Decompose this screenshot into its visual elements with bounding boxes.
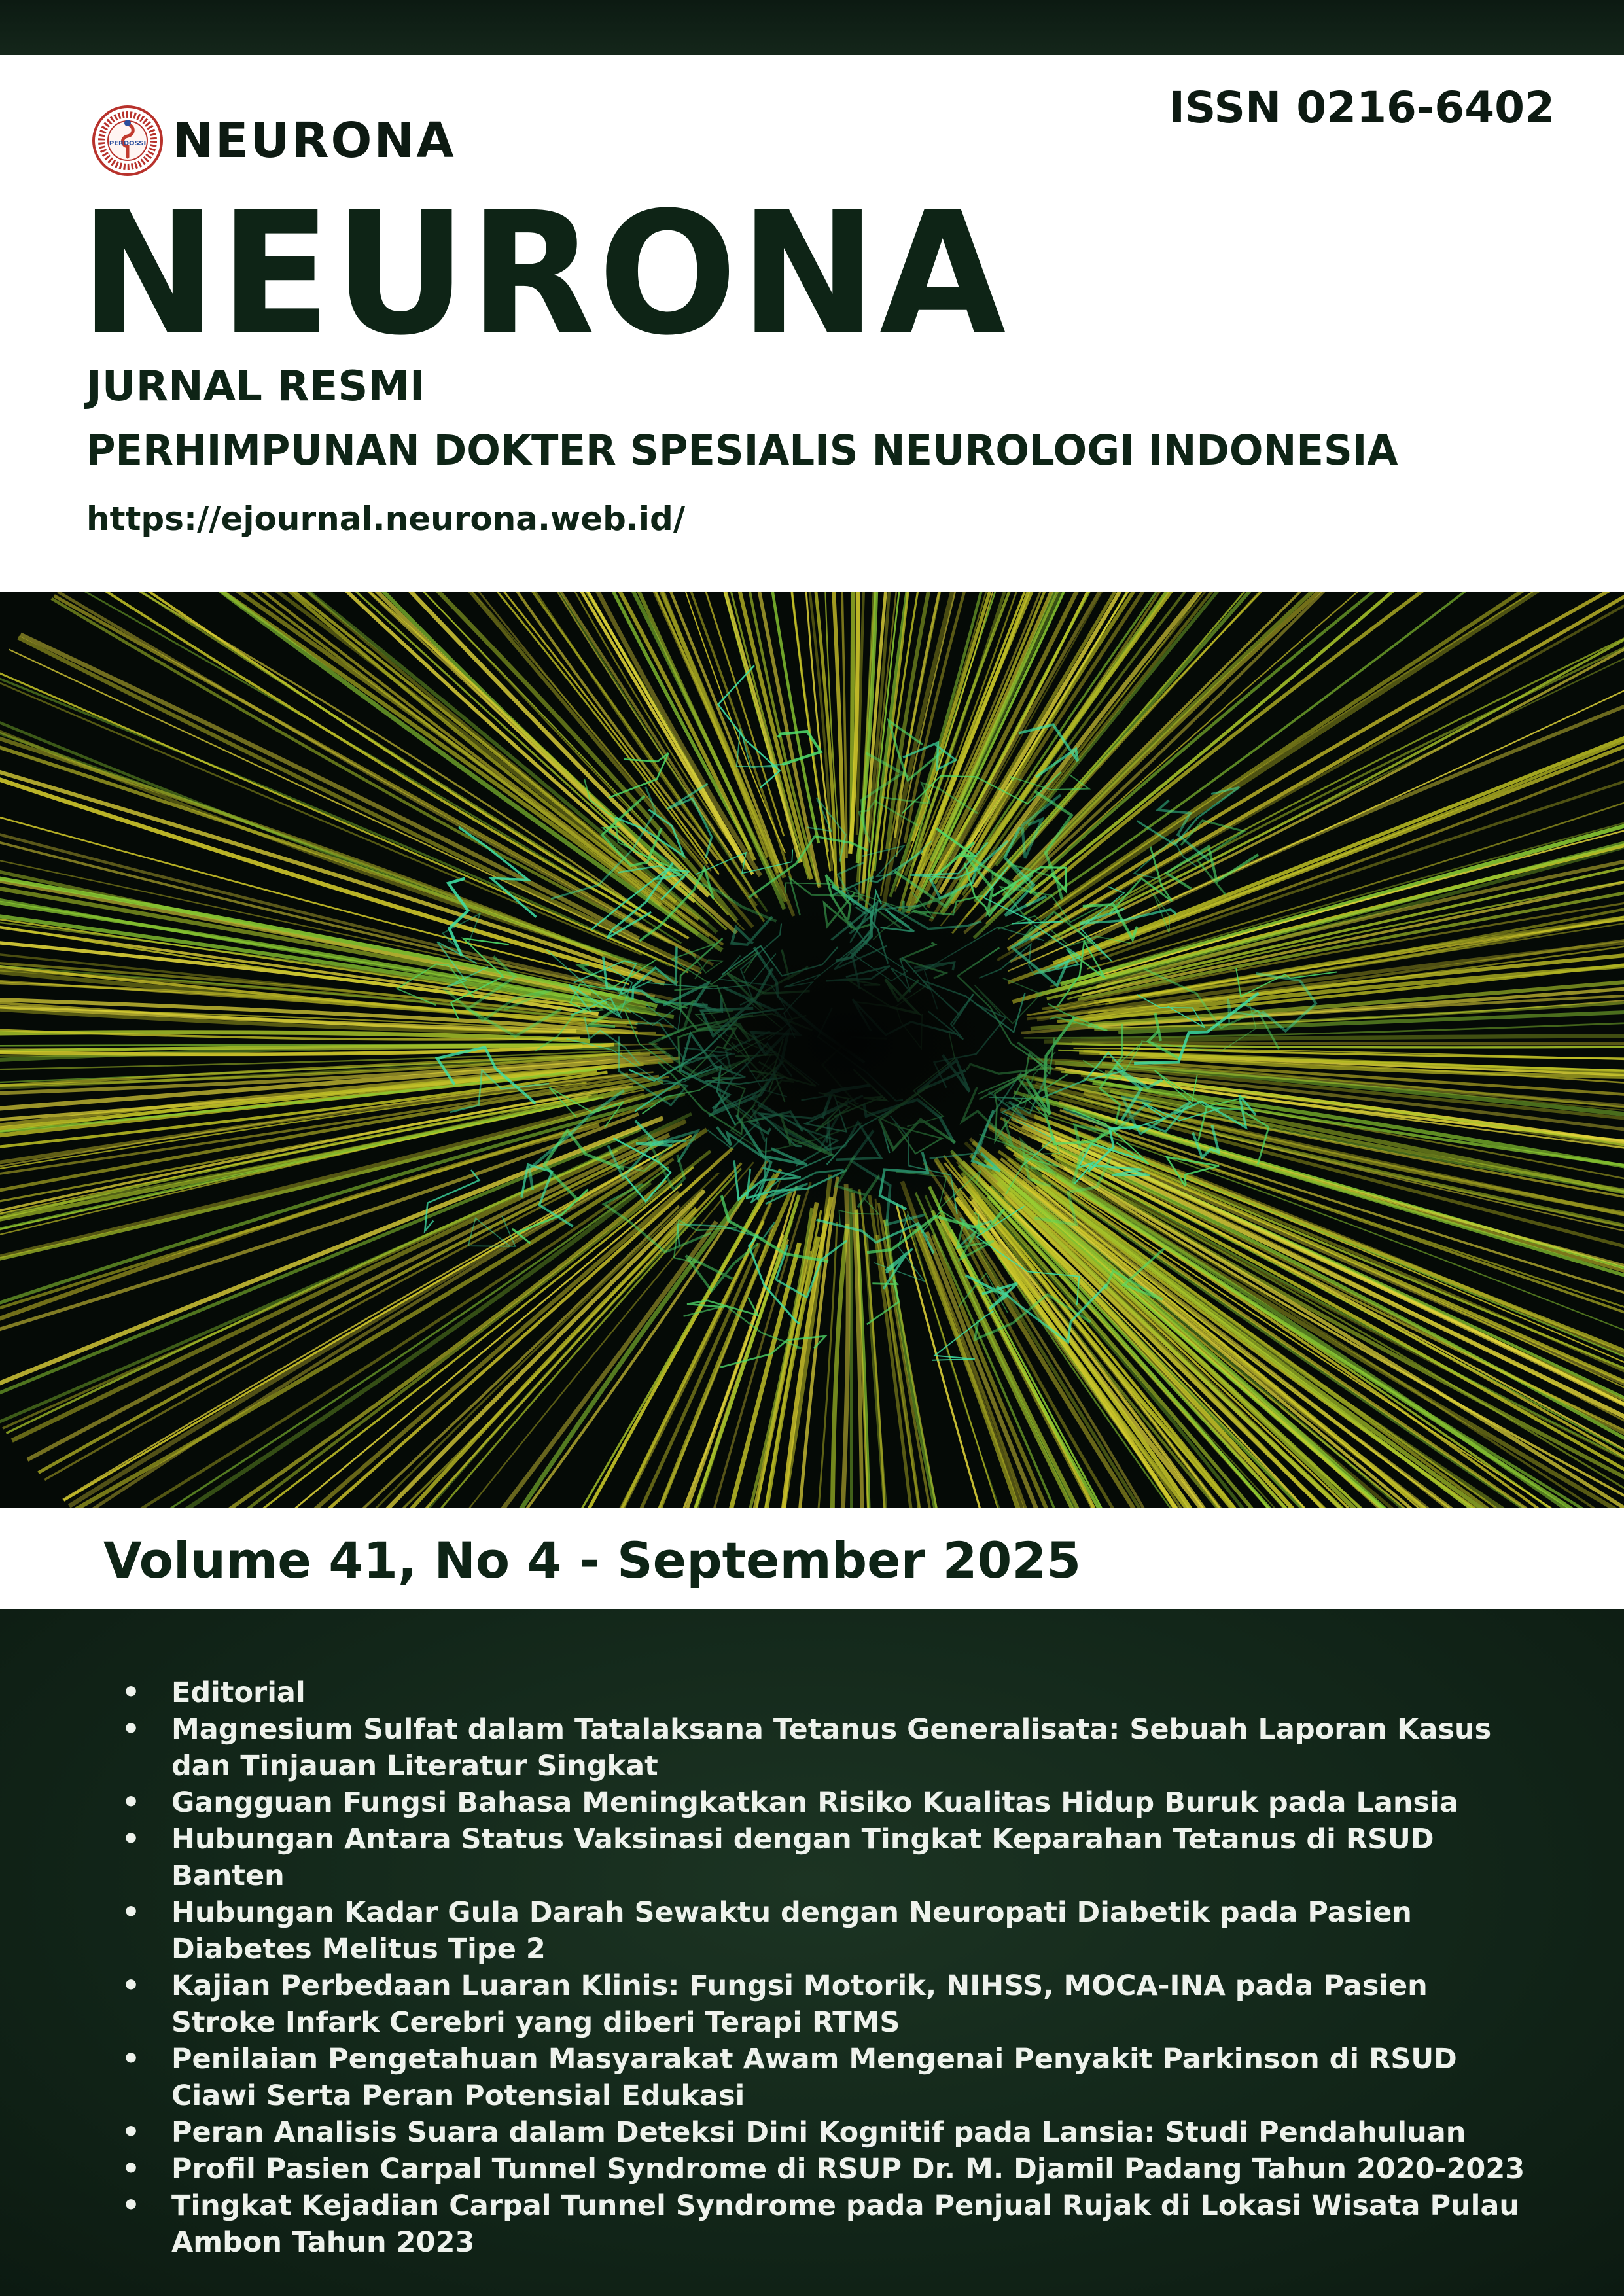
article-item[interactable]: • Editorial: [122, 1674, 1528, 1711]
article-item[interactable]: • Hubungan Antara Status Vaksinasi dengan Tingkat Keparahan Tetanus di RSUD Banten: [122, 1821, 1528, 1894]
perdossi-seal-icon: [92, 105, 164, 177]
article-item[interactable]: • Tingkat Kejadian Carpal Tunnel Syndrome pada Penjual Rujak di Lokasi Wisata Pulau Ambon Tahun 2023: [122, 2187, 1528, 2261]
article-item[interactable]: • Kajian Perbedaan Luaran Klinis: Fungsi Motorik, NIHSS, MOCA-INA pada Pasien Stroke Infark Cerebri yang diberi Terapi RTMS: [122, 1968, 1528, 2041]
issue-volume: Volume 41, No 4 - September 2025: [103, 1531, 1082, 1589]
journal-logo: [92, 101, 456, 179]
table-of-contents: [0, 1609, 1624, 2296]
neural-fibers-illustration: [0, 592, 1624, 1508]
cover-header: [0, 55, 1624, 592]
article-item[interactable]: • Magnesium Sulfat dalam Tatalaksana Tetanus Generalisata: Sebuah Laporan Kasus dan Tinjauan Literatur Singkat: [122, 1711, 1528, 1784]
journal-url[interactable]: https://ejournal.neurona.web.id/: [86, 500, 686, 538]
article-item[interactable]: • Profil Pasien Carpal Tunnel Syndrome di RSUP Dr. M. Djamil Padang Tahun 2020-2023: [122, 2151, 1528, 2187]
logo-wordmark: NEURONA: [173, 113, 456, 169]
issn-number: ISSN 0216-6402: [1169, 82, 1555, 133]
article-item[interactable]: • Hubungan Kadar Gula Darah Sewaktu dengan Neuropati Diabetik pada Pasien Diabetes Melitus Tipe 2: [122, 1894, 1528, 1968]
journal-subtitle-line-2: PERHIMPUNAN DOKTER SPESIALIS NEUROLOGI INDONESIA: [86, 427, 1398, 474]
article-item[interactable]: • Penilaian Pengetahuan Masyarakat Awam Mengenai Penyakit Parkinson di RSUD Ciawi Serta Peran Potensial Edukasi: [122, 2041, 1528, 2114]
seal-text: PERDOSSI: [109, 140, 147, 147]
journal-title: NEURONA: [80, 176, 1009, 372]
journal-subtitle-line-1: JURNAL RESMI: [86, 362, 425, 411]
article-item[interactable]: • Peran Analisis Suara dalam Deteksi Dini Kognitif pada Lansia: Studi Pendahuluan: [122, 2114, 1528, 2151]
article-list: [122, 1674, 1528, 2261]
cover-micrograph: [0, 592, 1624, 1508]
top-band: [0, 0, 1624, 55]
article-item[interactable]: • Gangguan Fungsi Bahasa Meningkatkan Risiko Kualitas Hidup Buruk pada Lansia: [122, 1784, 1528, 1821]
volume-band: [0, 1508, 1624, 1609]
